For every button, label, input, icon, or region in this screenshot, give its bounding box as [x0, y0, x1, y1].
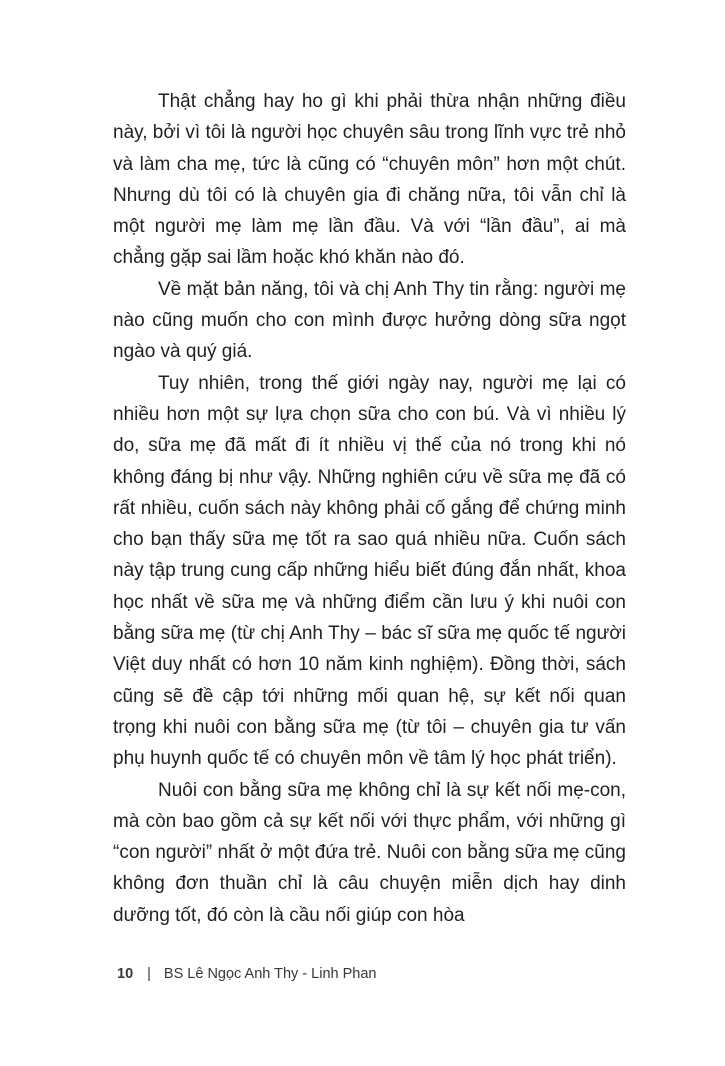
paragraph-1: Thật chẳng hay ho gì khi phải thừa nhận những điều này, bởi vì tôi là người học chuyên sâu trong lĩnh vực trẻ nhỏ và làm cha mẹ, tức là cũng có “chuyên môn” hơn một chút. Nhưng dù tôi có là chuyên gia đi chăng nữa, tôi vẫn chỉ là một người mẹ làm mẹ lần đầu. Và với “lần đầu”, ai mà chẳng gặp sai lầm hoặc khó khăn nào đó.	[113, 91, 626, 269]
paragraph-2: Về mặt bản năng, tôi và chị Anh Thy tin rằng: người mẹ nào cũng muốn cho con mình được hưởng dòng sữa ngọt ngào và quý giá.	[113, 278, 626, 363]
footer-authors: BS Lê Ngọc Anh Thy - Linh Phan	[163, 966, 377, 982]
footer-separator: |	[147, 966, 151, 982]
paragraph-3: Tuy nhiên, trong thế giới ngày nay, người mẹ lại có nhiều hơn một sự lựa chọn sữa cho con bú. Và vì nhiều lý do, sữa mẹ đã mất đi ít nhiều vị thế của nó trong khi nó không đáng bị như vậy. Những nghiên cứu về sữa mẹ đã có rất nhiều, cuốn sách này không phải cố gắng để chứng minh cho bạn thấy sữa mẹ tốt ra sao quá nhiều nữa. Cuốn sách này tập trung cung cấp những hiểu biết đúng đắn nhất, khoa học nhất về sữa mẹ và những điểm cần lưu ý khi nuôi con bằng sữa mẹ (từ chị Anh Thy – bác sĩ sữa mẹ quốc tế người Việt duy nhất có hơn 10 năm kinh nghiệm). Đồng thời, sách cũng sẽ đề cập tới những mối quan hệ, sự kết nối quan trọng khi nuôi con bằng sữa mẹ (từ tôi – chuyên gia tư vấn phụ huynh quốc tế có chuyên môn về tâm lý học phát triển).	[113, 372, 626, 770]
body-text	[113, 86, 626, 931]
page-footer	[117, 966, 376, 982]
page-number: 10	[117, 966, 134, 982]
paragraph-4: Nuôi con bằng sữa mẹ không chỉ là sự kết nối mẹ-con, mà còn bao gồm cả sự kết nối với thực phẩm, với những gì “con người” nhất ở một đứa trẻ. Nuôi con bằng sữa mẹ cũng không đơn thuần chỉ là câu chuyện miễn dịch hay dinh dưỡng tốt, đó còn là cầu nối giúp con hòa	[113, 779, 626, 926]
